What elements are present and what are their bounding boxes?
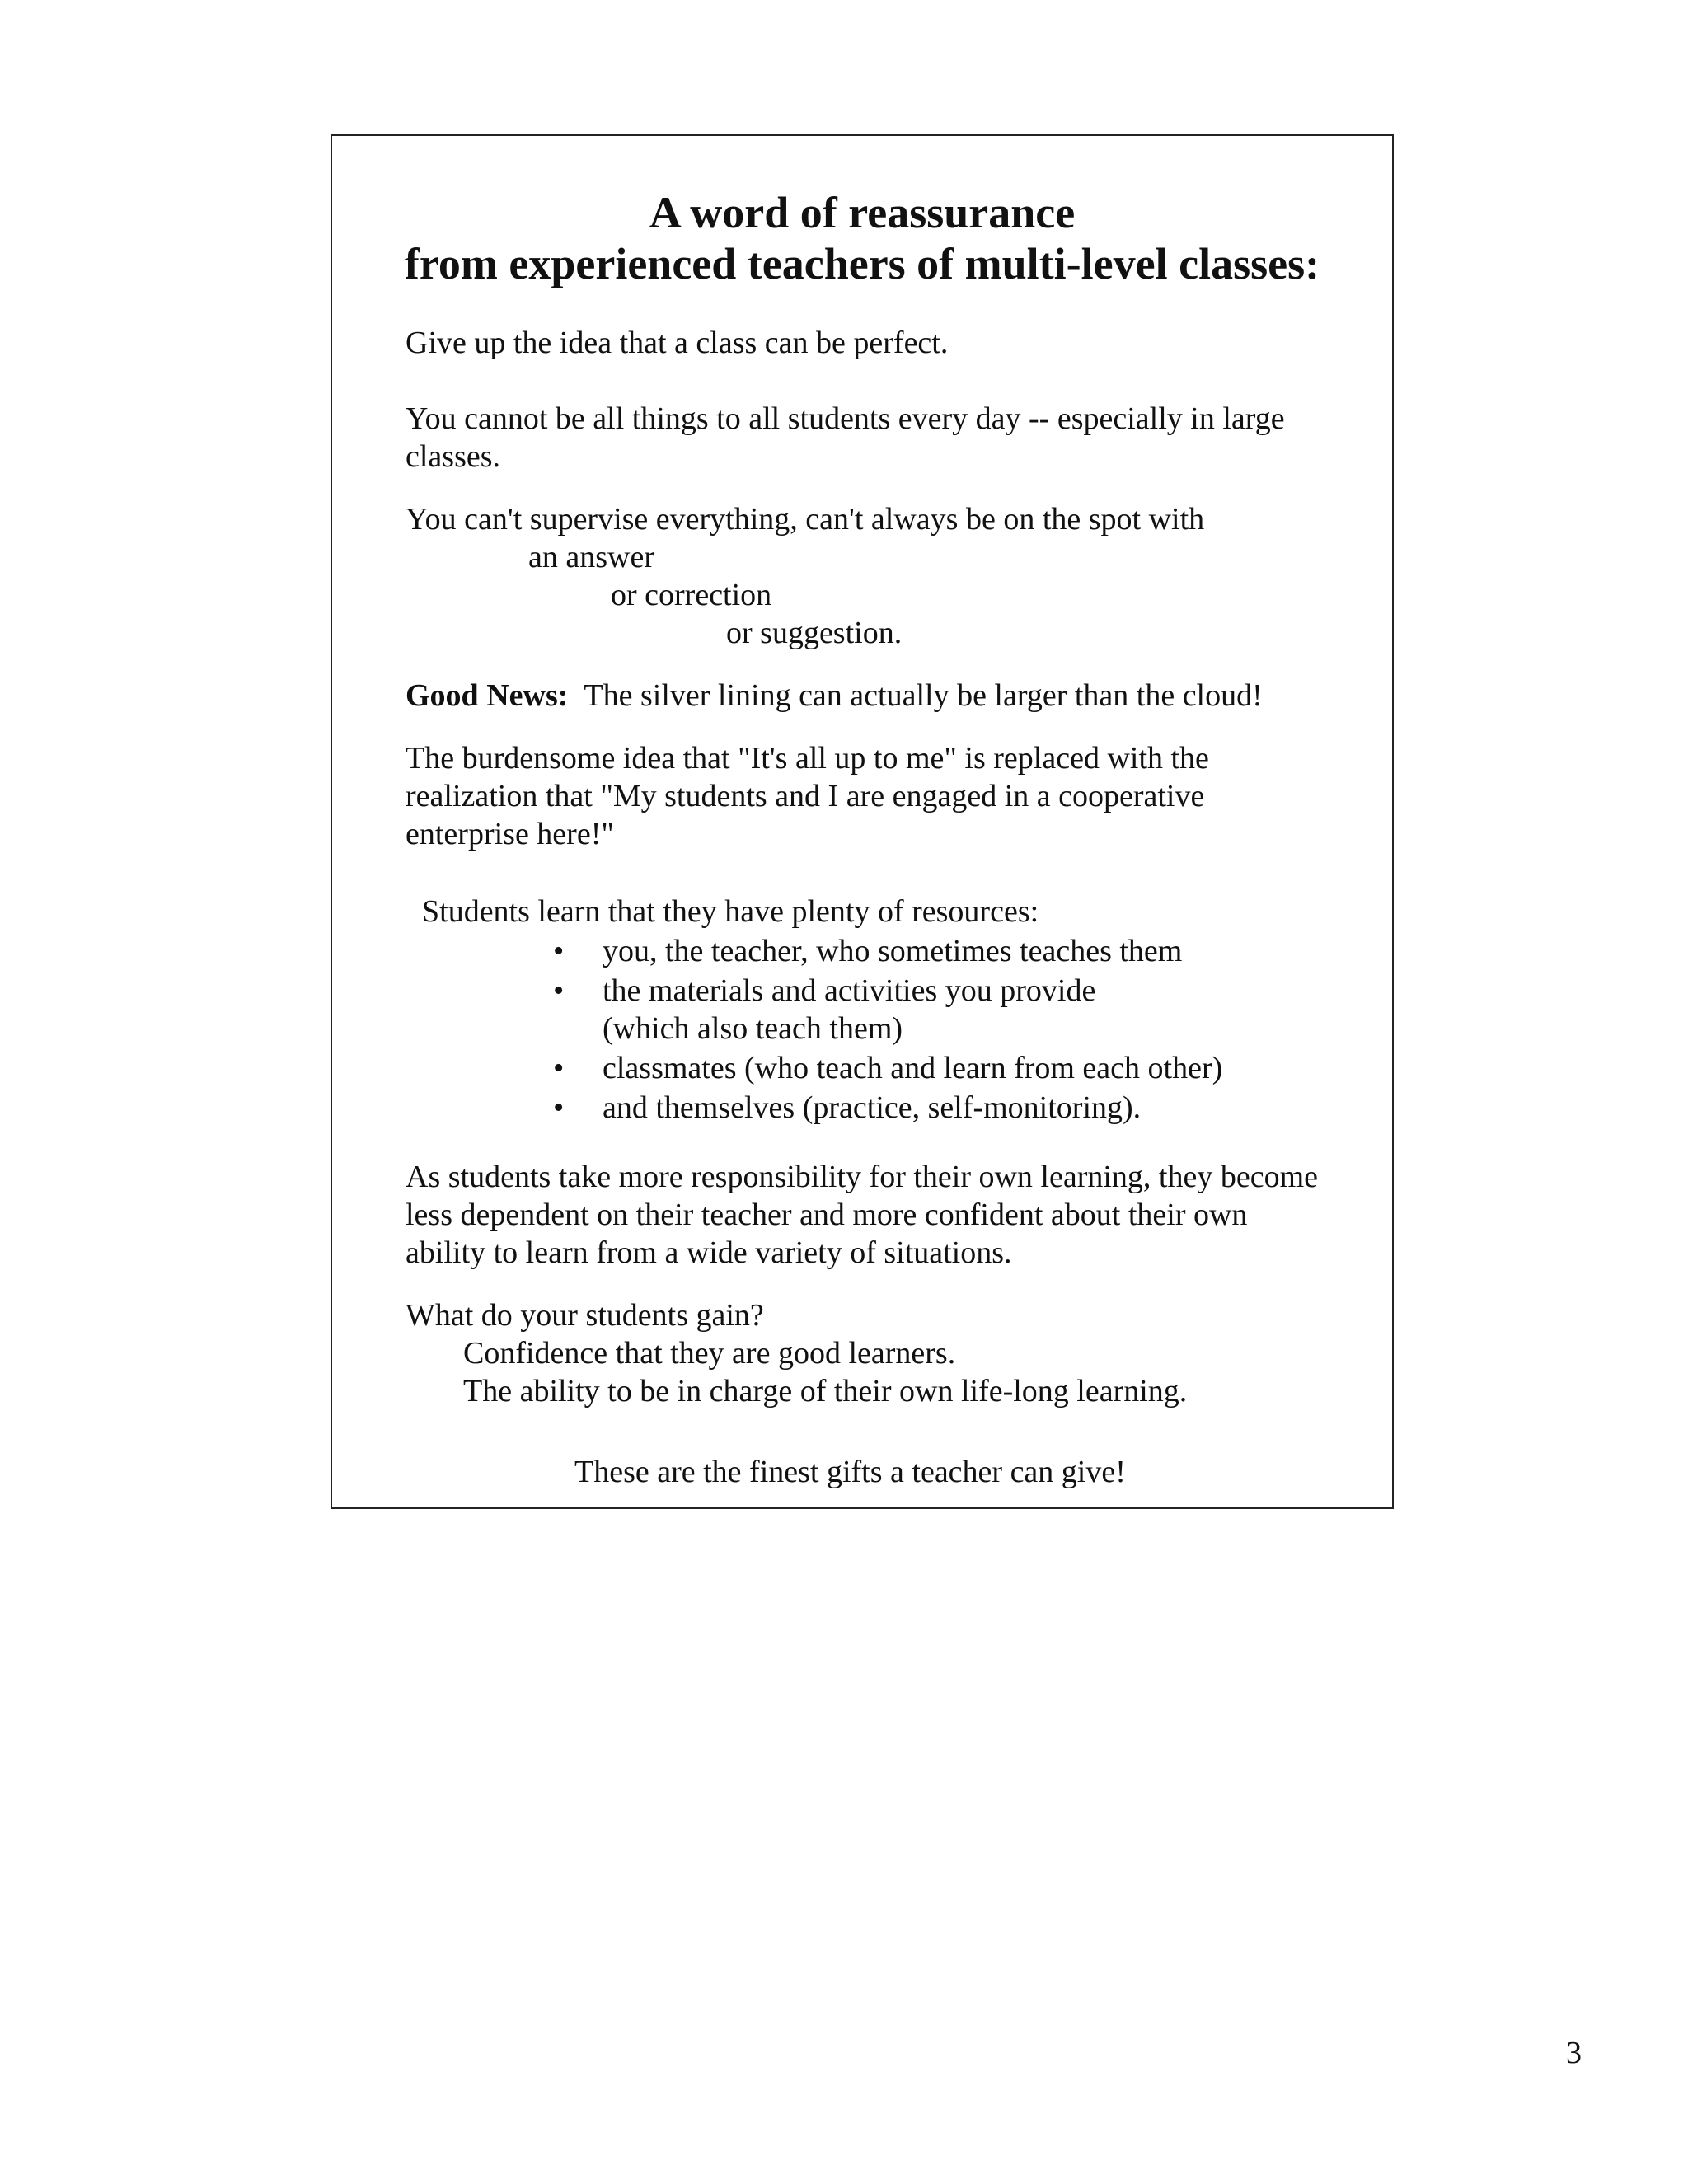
bullet-icon: • <box>553 973 565 1008</box>
gain-question: What do your students gain? <box>406 1298 764 1333</box>
paragraph-responsibility-line-1: As students take more responsibility for their own learning, they become <box>406 1160 1319 1194</box>
bullet-item-classmates: classmates (who teach and learn from each other) <box>603 1051 1223 1085</box>
bullet-icon: • <box>553 1090 565 1125</box>
bullet-item-teacher: you, the teacher, who sometimes teaches them <box>603 934 1183 968</box>
good-news-label: Good News: <box>406 678 569 713</box>
good-news-text: The silver lining can actually be larger than the cloud! <box>584 678 1263 713</box>
bullet-icon: • <box>553 1051 565 1085</box>
paragraph-supervise-line-4: or suggestion. <box>726 616 903 650</box>
paragraph-supervise-line-1: You can't supervise everything, can't always be on the spot with <box>406 502 1205 537</box>
paragraph-responsibility-line-3: ability to learn from a wide variety of situations. <box>406 1235 1012 1270</box>
bullet-item-materials: the materials and activities you provide <box>603 973 1096 1008</box>
reassurance-box <box>331 134 1394 1509</box>
bullet-icon: • <box>553 934 565 968</box>
paragraph-all-things-line-2: classes. <box>406 439 501 474</box>
paragraph-burdensome-line-3: enterprise here!" <box>406 817 614 851</box>
gain-item-life-long-learning: The ability to be in charge of their own life-long learning. <box>463 1374 1188 1408</box>
bullet-item-materials-continuation: (which also teach them) <box>603 1011 903 1046</box>
good-news-paragraph <box>406 677 1263 715</box>
page-number: 3 <box>1566 2036 1582 2070</box>
paragraph-perfect-class: Give up the idea that a class can be perfect. <box>406 326 949 360</box>
paragraph-all-things-line-1: You cannot be all things to all students every day -- especially in large <box>406 401 1285 436</box>
closing-statement: These are the finest gifts a teacher can give! <box>574 1455 1126 1489</box>
paragraph-burdensome-line-2: realization that "My students and I are engaged in a cooperative <box>406 779 1205 813</box>
paragraph-supervise-line-2: an answer <box>528 540 654 574</box>
title-line-1: A word of reassurance <box>649 188 1076 237</box>
resources-intro: Students learn that they have plenty of resources: <box>422 894 1039 929</box>
paragraph-supervise-line-3: or correction <box>611 578 772 612</box>
paragraph-responsibility-line-2: less dependent on their teacher and more confident about their own <box>406 1197 1248 1232</box>
bullet-item-themselves: and themselves (practice, self-monitoring). <box>603 1090 1142 1125</box>
paragraph-burdensome-line-1: The burdensome idea that "It's all up to me" is replaced with the <box>406 741 1209 776</box>
gain-item-confidence: Confidence that they are good learners. <box>463 1336 956 1371</box>
title-line-2: from experienced teachers of multi-level classes: <box>404 239 1320 288</box>
